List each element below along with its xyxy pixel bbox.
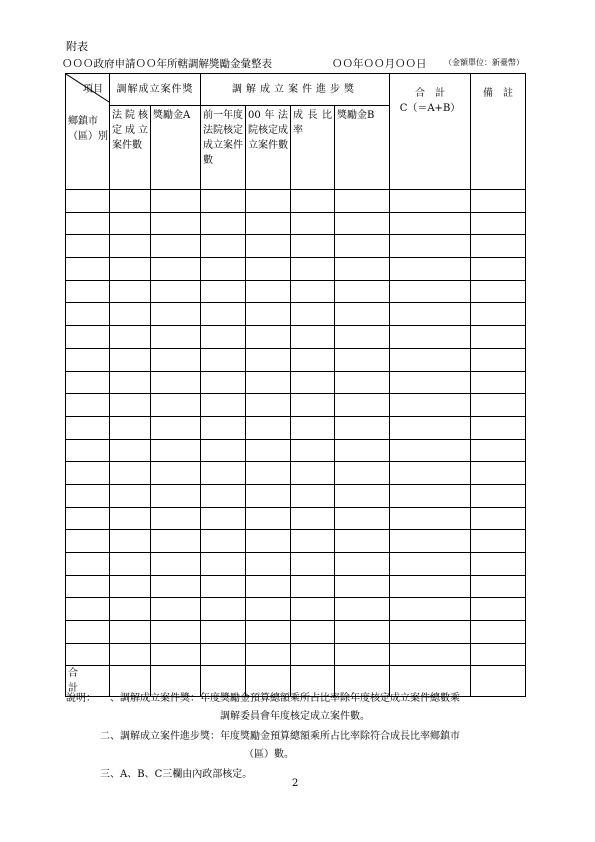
page-number: 2	[292, 778, 299, 789]
table-cell[interactable]	[471, 462, 526, 485]
table-cell[interactable]	[335, 326, 390, 349]
table-cell[interactable]	[110, 303, 151, 326]
table-cell[interactable]	[390, 303, 471, 326]
table-cell[interactable]	[291, 416, 335, 439]
total-column-label: 合 計	[415, 88, 445, 99]
corner-unit-label: 鄉鎮市（區）別	[68, 116, 108, 142]
table-cell[interactable]	[110, 280, 151, 303]
col-header-current-year: 00年法院核定成立案件數	[246, 106, 291, 190]
table-cell[interactable]	[390, 348, 471, 371]
table-cell[interactable]	[66, 507, 110, 530]
table-cell[interactable]	[335, 575, 390, 598]
col-header-reward-a: 獎勵金A	[151, 106, 201, 190]
table-cell[interactable]	[390, 507, 471, 530]
table-cell[interactable]	[246, 439, 291, 462]
table-cell[interactable]	[246, 553, 291, 576]
table-cell[interactable]	[201, 598, 246, 621]
table-cell[interactable]	[335, 643, 390, 666]
corner-item-label: 項目	[83, 84, 103, 95]
table-cell[interactable]	[201, 575, 246, 598]
table-cell[interactable]	[291, 326, 335, 349]
table-cell[interactable]	[151, 643, 201, 666]
table-cell[interactable]	[66, 621, 110, 644]
table-cell[interactable]	[110, 371, 151, 394]
table-cell[interactable]	[110, 258, 151, 281]
table-cell[interactable]	[246, 416, 291, 439]
table-cell[interactable]	[291, 394, 335, 417]
table-cell[interactable]	[291, 462, 335, 485]
table-cell[interactable]	[471, 258, 526, 281]
annex-label: 附表	[66, 40, 88, 53]
table-cell[interactable]	[390, 190, 471, 213]
table-cell[interactable]	[246, 348, 291, 371]
table-cell[interactable]	[110, 530, 151, 553]
table-cell[interactable]	[66, 530, 110, 553]
table-cell[interactable]	[66, 280, 110, 303]
table-cell[interactable]	[151, 280, 201, 303]
table-cell[interactable]	[390, 258, 471, 281]
table-cell[interactable]	[471, 190, 526, 213]
table-cell[interactable]	[151, 348, 201, 371]
table-cell[interactable]	[471, 326, 526, 349]
table-cell[interactable]	[201, 394, 246, 417]
table-cell[interactable]	[110, 621, 151, 644]
table-cell[interactable]	[390, 598, 471, 621]
table-cell[interactable]	[291, 190, 335, 213]
form-title	[62, 56, 532, 71]
table-cell[interactable]	[151, 371, 201, 394]
table-cell[interactable]	[151, 258, 201, 281]
group-header-progress: 調解成立案件進步獎	[201, 74, 390, 106]
table-cell[interactable]	[471, 530, 526, 553]
table-cell[interactable]	[291, 348, 335, 371]
table-cell[interactable]	[151, 621, 201, 644]
table-cell[interactable]	[151, 416, 201, 439]
table-cell[interactable]	[246, 258, 291, 281]
table-row	[66, 598, 526, 621]
table-cell[interactable]	[246, 575, 291, 598]
table-cell[interactable]	[246, 280, 291, 303]
table-cell[interactable]	[390, 416, 471, 439]
table-row	[66, 462, 526, 485]
table-cell[interactable]	[291, 621, 335, 644]
table-cell[interactable]	[291, 553, 335, 576]
table-cell[interactable]	[471, 212, 526, 235]
table-cell[interactable]	[390, 530, 471, 553]
total-column-formula: C（＝A+B）	[399, 103, 461, 114]
table-cell[interactable]	[110, 553, 151, 576]
table-cell[interactable]	[471, 348, 526, 371]
corner-header-cell	[66, 74, 110, 190]
table-cell[interactable]	[201, 462, 246, 485]
table-cell[interactable]	[246, 643, 291, 666]
table-cell[interactable]	[471, 235, 526, 258]
table-cell[interactable]	[335, 235, 390, 258]
col-header-prev-year: 前一年度法院核定成立案件數	[201, 106, 246, 190]
table-cell[interactable]	[201, 439, 246, 462]
data-rows	[66, 190, 526, 666]
table-cell[interactable]	[335, 416, 390, 439]
table-cell[interactable]	[390, 621, 471, 644]
table-cell[interactable]	[246, 394, 291, 417]
table-cell[interactable]	[201, 303, 246, 326]
table-cell[interactable]	[110, 212, 151, 235]
table-cell[interactable]	[291, 371, 335, 394]
table-row	[66, 190, 526, 213]
table-cell[interactable]	[201, 280, 246, 303]
table-cell[interactable]	[390, 371, 471, 394]
table-cell[interactable]	[110, 643, 151, 666]
table-cell[interactable]	[335, 258, 390, 281]
table-cell[interactable]	[66, 190, 110, 213]
note-1-line-1: 一、調解成立案件獎：年度獎勵金預算總額乘所占比率除年度核定成立案件總數乘	[100, 693, 460, 704]
table-cell[interactable]	[335, 462, 390, 485]
table-row	[66, 553, 526, 576]
table-cell[interactable]	[335, 484, 390, 507]
header-row-1	[66, 74, 526, 106]
table-row	[66, 507, 526, 530]
table-cell[interactable]	[291, 598, 335, 621]
table-cell[interactable]	[151, 575, 201, 598]
table-cell[interactable]	[201, 212, 246, 235]
table-cell[interactable]	[471, 371, 526, 394]
table-cell[interactable]	[201, 235, 246, 258]
table-cell[interactable]	[246, 190, 291, 213]
table-cell[interactable]	[151, 484, 201, 507]
notes-intro: 說明：	[66, 693, 96, 704]
table-cell[interactable]	[471, 280, 526, 303]
table-cell[interactable]	[246, 326, 291, 349]
table-cell[interactable]	[66, 258, 110, 281]
table-cell[interactable]	[246, 462, 291, 485]
amount-unit-note: （金額單位：新臺幣）	[444, 58, 524, 67]
table-row	[66, 394, 526, 417]
table-cell[interactable]	[201, 621, 246, 644]
table-cell[interactable]	[66, 303, 110, 326]
table-cell[interactable]	[246, 507, 291, 530]
form-date: ＯＯ年ＯＯ月ＯＯ日	[332, 58, 427, 70]
table-cell[interactable]	[201, 371, 246, 394]
table-cell[interactable]	[390, 326, 471, 349]
table-cell[interactable]	[151, 439, 201, 462]
table-cell[interactable]	[66, 598, 110, 621]
table-row	[66, 621, 526, 644]
table-cell[interactable]	[151, 553, 201, 576]
table-cell[interactable]	[471, 621, 526, 644]
col-header-reward-b: 獎勵金B	[335, 106, 390, 190]
table-cell[interactable]	[110, 439, 151, 462]
table-cell[interactable]	[471, 416, 526, 439]
table-cell[interactable]	[335, 303, 390, 326]
table-cell[interactable]	[246, 235, 291, 258]
table-cell[interactable]	[66, 462, 110, 485]
table-cell[interactable]	[471, 439, 526, 462]
col-header-growth-rate: 成長比率	[291, 106, 335, 190]
table-cell[interactable]	[151, 394, 201, 417]
table-cell[interactable]	[66, 235, 110, 258]
table-cell[interactable]	[66, 575, 110, 598]
reward-summary-table	[65, 73, 526, 697]
table-cell[interactable]	[66, 212, 110, 235]
table-cell[interactable]	[335, 439, 390, 462]
note-1-line-2: 調解委員會年度核定成立案件數。	[220, 711, 370, 722]
table-cell[interactable]	[110, 484, 151, 507]
table-cell[interactable]	[66, 416, 110, 439]
table-cell[interactable]	[66, 326, 110, 349]
table-cell[interactable]	[66, 553, 110, 576]
table-cell[interactable]	[151, 462, 201, 485]
table-cell[interactable]	[335, 530, 390, 553]
table-cell[interactable]	[110, 416, 151, 439]
total-row-label: 合計	[66, 666, 110, 697]
table-cell[interactable]	[151, 212, 201, 235]
table-cell[interactable]	[151, 598, 201, 621]
table-cell[interactable]	[471, 484, 526, 507]
table-cell[interactable]	[151, 507, 201, 530]
table-cell[interactable]	[335, 394, 390, 417]
table-row	[66, 530, 526, 553]
table-cell[interactable]	[110, 190, 151, 213]
table-cell[interactable]	[291, 439, 335, 462]
table-cell[interactable]	[291, 212, 335, 235]
table-cell[interactable]	[110, 507, 151, 530]
table-row	[66, 280, 526, 303]
table-cell[interactable]	[335, 212, 390, 235]
table-cell[interactable]	[66, 394, 110, 417]
table-cell[interactable]	[201, 553, 246, 576]
table-row	[66, 575, 526, 598]
table-cell[interactable]	[66, 643, 110, 666]
table-cell[interactable]	[291, 643, 335, 666]
remarks-column-header: 備 註	[471, 74, 526, 190]
table-cell[interactable]	[471, 666, 526, 697]
table-row	[66, 643, 526, 666]
table-cell[interactable]	[471, 598, 526, 621]
table-cell[interactable]	[110, 575, 151, 598]
table-cell[interactable]	[390, 462, 471, 485]
table-row	[66, 416, 526, 439]
table-cell[interactable]	[390, 394, 471, 417]
table-cell[interactable]	[110, 348, 151, 371]
table-cell[interactable]	[390, 575, 471, 598]
table-cell[interactable]	[66, 439, 110, 462]
table-cell[interactable]	[151, 235, 201, 258]
table-row	[66, 212, 526, 235]
table-cell[interactable]	[335, 507, 390, 530]
table-cell[interactable]	[151, 190, 201, 213]
table-cell[interactable]	[291, 484, 335, 507]
table-cell[interactable]	[151, 530, 201, 553]
table-cell[interactable]	[66, 348, 110, 371]
table-cell[interactable]	[246, 598, 291, 621]
table-cell[interactable]	[246, 621, 291, 644]
table-cell[interactable]	[66, 484, 110, 507]
table-cell[interactable]	[471, 575, 526, 598]
table-cell[interactable]	[201, 484, 246, 507]
table-cell[interactable]	[335, 598, 390, 621]
table-cell[interactable]	[335, 621, 390, 644]
table-cell[interactable]	[335, 348, 390, 371]
table-cell[interactable]	[201, 416, 246, 439]
table-row	[66, 484, 526, 507]
table-cell[interactable]	[66, 371, 110, 394]
table-cell[interactable]	[110, 326, 151, 349]
table-cell[interactable]	[390, 280, 471, 303]
table-cell[interactable]	[246, 530, 291, 553]
table-cell[interactable]	[335, 280, 390, 303]
table-cell[interactable]	[246, 371, 291, 394]
table-cell[interactable]	[110, 394, 151, 417]
table-cell[interactable]	[471, 507, 526, 530]
table-cell[interactable]	[390, 553, 471, 576]
table-cell[interactable]	[291, 303, 335, 326]
table-cell[interactable]	[471, 303, 526, 326]
table-cell[interactable]	[151, 326, 201, 349]
table-cell[interactable]	[390, 643, 471, 666]
table-cell[interactable]	[201, 643, 246, 666]
table-row	[66, 439, 526, 462]
table-cell[interactable]	[201, 326, 246, 349]
table-cell[interactable]	[335, 553, 390, 576]
table-cell[interactable]	[390, 235, 471, 258]
form-title-text: ＯＯＯ政府申請ＯＯ年所轄調解獎勵金彙整表	[62, 58, 272, 70]
table-cell[interactable]	[335, 371, 390, 394]
table-cell[interactable]	[291, 258, 335, 281]
table-row	[66, 371, 526, 394]
table-cell[interactable]	[110, 598, 151, 621]
table-cell[interactable]	[390, 439, 471, 462]
total-column-header	[390, 74, 471, 190]
table-cell[interactable]	[246, 212, 291, 235]
table-cell[interactable]	[110, 235, 151, 258]
table-cell[interactable]	[151, 303, 201, 326]
table-cell[interactable]	[471, 394, 526, 417]
table-cell[interactable]	[471, 643, 526, 666]
table-cell[interactable]	[291, 507, 335, 530]
table-cell[interactable]	[390, 212, 471, 235]
table-cell[interactable]	[291, 280, 335, 303]
table-cell[interactable]	[201, 530, 246, 553]
table-cell[interactable]	[291, 235, 335, 258]
table-cell[interactable]	[201, 190, 246, 213]
table-cell[interactable]	[110, 462, 151, 485]
table-cell[interactable]	[201, 507, 246, 530]
table-row	[66, 235, 526, 258]
group-header-success: 調解成立案件獎	[110, 74, 201, 106]
note-3: 三、A、B、C三欄由內政部核定。	[100, 769, 253, 780]
table-cell[interactable]	[201, 348, 246, 371]
table-cell[interactable]	[246, 303, 291, 326]
table-cell[interactable]	[335, 190, 390, 213]
table-cell[interactable]	[246, 484, 291, 507]
table-row	[66, 326, 526, 349]
note-2-line-1: 二、調解成立案件進步獎：年度獎勵金預算總額乘所占比率除符合成長比率鄉鎮市	[100, 731, 460, 742]
table-cell[interactable]	[291, 575, 335, 598]
table-cell[interactable]	[471, 553, 526, 576]
table-cell[interactable]	[201, 258, 246, 281]
table-row	[66, 348, 526, 371]
table-row	[66, 258, 526, 281]
table-cell[interactable]	[291, 530, 335, 553]
table-cell[interactable]	[390, 484, 471, 507]
col-header-court-approved: 法院核定成立案件數	[110, 106, 151, 190]
note-2-line-2: （區）數。	[244, 749, 294, 760]
table-row	[66, 303, 526, 326]
